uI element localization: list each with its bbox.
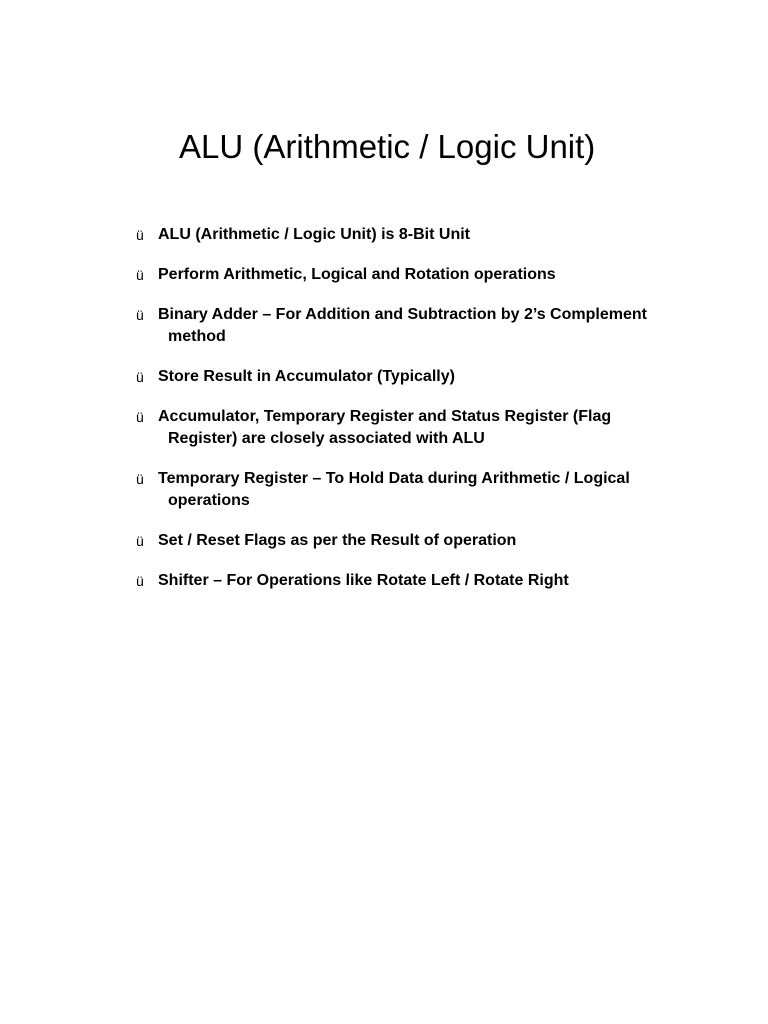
checkmark-bullet-icon: ü	[136, 267, 144, 283]
checkmark-bullet-icon: ü	[136, 409, 144, 425]
bullet-text-continuation: method	[168, 328, 226, 345]
bullet-text: Store Result in Accumulator (Typically)	[158, 368, 455, 385]
bullet-text: Shifter – For Operations like Rotate Left / Rotate Right	[158, 572, 569, 589]
bullet-text: Binary Adder – For Addition and Subtraction by 2’s Complement	[158, 306, 647, 323]
checkmark-bullet-icon: ü	[136, 573, 144, 589]
checkmark-bullet-icon: ü	[136, 533, 144, 549]
bullet-item-temporary-register	[136, 468, 696, 512]
checkmark-bullet-icon: ü	[136, 369, 144, 385]
bullet-item-store-result	[136, 366, 696, 388]
checkmark-bullet-icon: ü	[136, 307, 144, 323]
bullet-item-operations	[136, 264, 696, 286]
bullet-item-flags	[136, 530, 696, 552]
bullet-item-binary-adder	[136, 304, 696, 348]
checkmark-bullet-icon: ü	[136, 227, 144, 243]
bullet-text-continuation: operations	[168, 492, 250, 509]
bullet-text: Accumulator, Temporary Register and Status Register (Flag	[158, 408, 612, 425]
bullet-text: Perform Arithmetic, Logical and Rotation operations	[158, 266, 556, 283]
bullet-text: Temporary Register – To Hold Data during Arithmetic / Logical	[158, 470, 630, 487]
bullet-list	[136, 224, 696, 610]
bullet-text: Set / Reset Flags as per the Result of operation	[158, 532, 517, 549]
bullet-item-shifter	[136, 570, 696, 592]
page-title: ALU (Arithmetic / Logic Unit)	[179, 128, 596, 165]
bullet-item-registers	[136, 406, 696, 450]
bullet-item-alu-8-bit	[136, 224, 696, 246]
bullet-text: ALU (Arithmetic / Logic Unit) is 8-Bit Unit	[158, 226, 470, 243]
bullet-text-continuation: Register) are closely associated with ALU	[168, 430, 485, 447]
checkmark-bullet-icon: ü	[136, 471, 144, 487]
